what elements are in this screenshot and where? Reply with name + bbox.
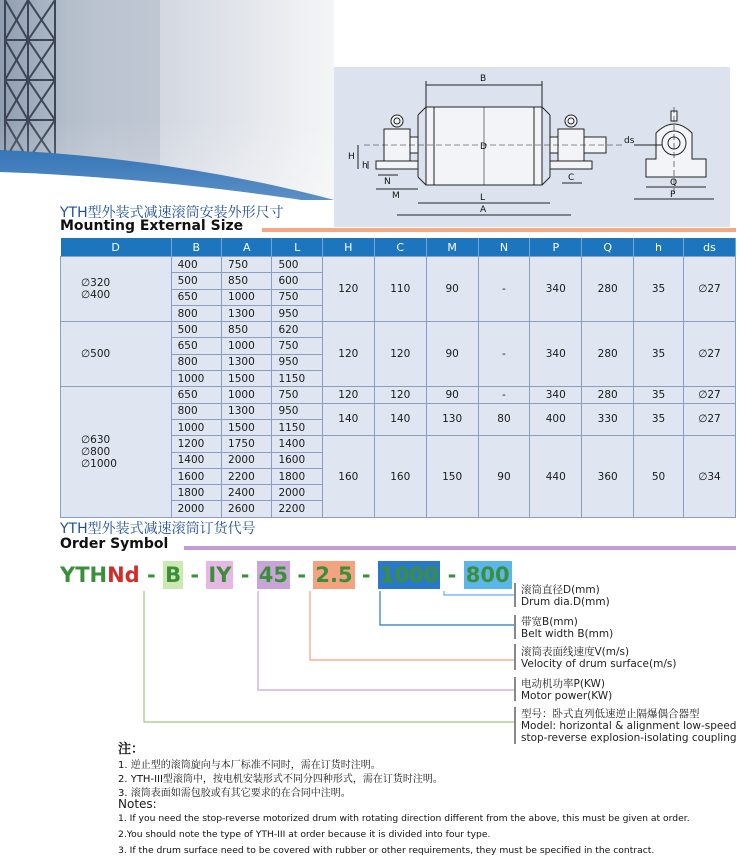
cell-ds: ∅27 — [683, 257, 735, 322]
cell-b: 400 — [171, 257, 221, 273]
cell-l: 500 — [272, 257, 322, 273]
cell-a: 2400 — [222, 485, 272, 501]
desc-model: 型号：卧式直列低速逆止隔爆偶合器型 Model: horizontal & alignment low-speed stop-reverse explosion-isolating coupling — [521, 708, 737, 744]
cell-n: - — [478, 257, 530, 322]
cell-n: - — [478, 387, 530, 403]
desc-motor-power: 电动机功率P(KW) Motor power(KW) — [521, 678, 613, 702]
cell-l: 1400 — [272, 436, 322, 452]
cell-a: 1000 — [222, 387, 272, 403]
cell-d-group2: ∅630 ∅800 ∅1000 — [61, 387, 172, 517]
cell-d-group1: ∅500 — [61, 322, 172, 387]
col-header-m: M — [426, 238, 478, 257]
section1-title-cn: YTH型外装式减速滚筒安装外形尺寸 — [60, 205, 284, 221]
cell-l: 950 — [272, 305, 322, 321]
cell-h-small: 35 — [634, 403, 684, 436]
cell-n: 80 — [478, 403, 530, 436]
cell-l: 950 — [272, 354, 322, 370]
dim-label-p: P — [670, 190, 676, 200]
order-seg-power: 45 — [258, 563, 289, 587]
cell-h: 120 — [322, 322, 374, 387]
cell-b: 500 — [171, 273, 221, 289]
cell-m: 90 — [426, 387, 478, 403]
notes-cn-3: 3. 滚筒表面如需包胶或有其它要求的在合同中注明。 — [118, 788, 351, 799]
cell-h: 140 — [322, 403, 374, 436]
cell-l: 950 — [272, 403, 322, 419]
cell-b: 1000 — [171, 371, 221, 387]
cell-c: 120 — [374, 387, 426, 403]
cell-l: 750 — [272, 387, 322, 403]
cell-b: 1000 — [171, 419, 221, 435]
cell-h-small: 35 — [634, 387, 684, 403]
notes-en-2: 2.You should note the type of YTH-III at order because it is divided into four type. — [118, 829, 491, 840]
desc-drum-dia: 滚筒直径D(mm) Drum dia.D(mm) — [521, 584, 610, 608]
cell-l: 1150 — [272, 371, 322, 387]
cell-q: 360 — [582, 436, 634, 517]
dim-label-h-lower: h — [362, 161, 368, 171]
col-header-b: B — [171, 238, 221, 257]
cell-a: 2600 — [222, 501, 272, 517]
cell-l: 2000 — [272, 485, 322, 501]
cell-a: 1500 — [222, 371, 272, 387]
order-seg-drum-dia: 800 — [465, 563, 510, 587]
section2-title-cn: YTH型外装式减速滚筒订货代号 — [60, 521, 256, 537]
cell-c: 160 — [374, 436, 426, 517]
cell-l: 1150 — [272, 419, 322, 435]
dim-label-h-upper: H — [348, 152, 355, 162]
col-header-n: N — [478, 238, 530, 257]
cell-m: 90 — [426, 257, 478, 322]
cell-l: 750 — [272, 289, 322, 305]
cell-l: 1600 — [272, 452, 322, 468]
cell-n: 90 — [478, 436, 530, 517]
order-dash: - — [290, 563, 314, 587]
cell-l: 600 — [272, 273, 322, 289]
dim-label-d: D — [480, 142, 487, 152]
cell-l: 1800 — [272, 468, 322, 484]
cell-h-small: 35 — [634, 257, 684, 322]
order-seg-belt-width: 1000 — [379, 563, 439, 587]
cell-a: 850 — [222, 322, 272, 338]
order-dash: - — [183, 563, 207, 587]
cell-b: 800 — [171, 305, 221, 321]
cell-a: 1000 — [222, 289, 272, 305]
col-header-l: L — [272, 238, 322, 257]
dim-label-n: N — [384, 177, 391, 187]
cell-a: 850 — [222, 273, 272, 289]
cell-b: 800 — [171, 354, 221, 370]
notes-en-1: 1. If you need the stop-reverse motorized drum with rotating direction different from the above, this must be given at order. — [118, 813, 690, 824]
cell-b: 1200 — [171, 436, 221, 452]
section1-title-en: Mounting External Size — [60, 218, 244, 234]
cell-q: 280 — [582, 322, 634, 387]
cell-p: 340 — [530, 257, 582, 322]
cell-h: 160 — [322, 436, 374, 517]
cell-l: 620 — [272, 322, 322, 338]
notes-title-cn: 注： — [118, 742, 145, 757]
notes-title-en: Notes: — [118, 797, 157, 811]
dim-label-ds: ds — [624, 136, 635, 146]
col-header-d: D — [61, 238, 172, 257]
cell-ds: ∅27 — [683, 403, 735, 436]
cell-l: 2200 — [272, 501, 322, 517]
col-header-ds: ds — [683, 238, 735, 257]
col-header-h-small: h — [634, 238, 684, 257]
cell-a: 1750 — [222, 436, 272, 452]
cell-a: 1000 — [222, 338, 272, 354]
col-header-p: P — [530, 238, 582, 257]
connector-belt-width — [380, 591, 515, 625]
desc-belt-width: 带宽B(mm) Belt width B(mm) — [521, 616, 614, 640]
cell-q: 330 — [582, 403, 634, 436]
cell-p: 340 — [530, 387, 582, 403]
cell-b: 650 — [171, 289, 221, 305]
cell-b: 1600 — [171, 468, 221, 484]
order-seg-velocity: 2.5 — [315, 563, 353, 587]
col-header-c: C — [374, 238, 426, 257]
cell-a: 1300 — [222, 354, 272, 370]
notes-cn-1: 1. 逆止型的滚筒旋向与本厂标准不同时，需在订货时注明。 — [118, 760, 381, 771]
cell-m: 130 — [426, 403, 478, 436]
cell-c: 120 — [374, 322, 426, 387]
connector-model — [144, 591, 515, 722]
cell-ds: ∅27 — [683, 387, 735, 403]
cell-p: 340 — [530, 322, 582, 387]
notes-en-3: 3. If the drum surface need to be covered with rubber or other requirements, they must be specified in the contract. — [118, 845, 655, 856]
cell-h: 120 — [322, 257, 374, 322]
cell-ds: ∅34 — [683, 436, 735, 517]
order-seg-nd: Nd — [107, 563, 140, 587]
cell-n: - — [478, 322, 530, 387]
cell-a: 1500 — [222, 419, 272, 435]
cell-l: 750 — [272, 338, 322, 354]
dim-label-q: Q — [670, 178, 678, 188]
cell-m: 90 — [426, 322, 478, 387]
order-dash: - — [440, 563, 464, 587]
cell-m: 150 — [426, 436, 478, 517]
order-seg-yth: YTH — [60, 563, 108, 587]
dim-label-l: L — [480, 193, 486, 203]
cell-d-group0: ∅320 ∅400 — [61, 257, 172, 322]
cell-b: 650 — [171, 338, 221, 354]
cell-b: 1800 — [171, 485, 221, 501]
cell-a: 1300 — [222, 305, 272, 321]
section2-title-en: Order Symbol — [60, 536, 169, 552]
cell-c: 110 — [374, 257, 426, 322]
cell-b: 500 — [171, 322, 221, 338]
cell-a: 2000 — [222, 452, 272, 468]
notes-cn-2: 2. YTH-III型滚筒中，按电机安装形式不同分四种形式，需在订货时注明。 — [118, 774, 443, 785]
order-dash: - — [139, 563, 164, 587]
cell-q: 280 — [582, 387, 634, 403]
cell-h-small: 35 — [634, 322, 684, 387]
col-header-h: H — [322, 238, 374, 257]
desc-velocity: 滚筒表面线速度V(m/s) Velocity of drum surface(m/s) — [521, 646, 677, 670]
dim-label-a: A — [480, 205, 487, 215]
cell-c: 140 — [374, 403, 426, 436]
cell-p: 440 — [530, 436, 582, 517]
col-header-a: A — [222, 238, 272, 257]
order-seg-iy: IY — [208, 563, 232, 587]
cell-b: 800 — [171, 403, 221, 419]
cell-h: 120 — [322, 387, 374, 403]
connector-drum-dia — [444, 591, 515, 602]
cell-p: 400 — [530, 403, 582, 436]
dim-label-b: B — [480, 74, 487, 84]
cell-q: 280 — [582, 257, 634, 322]
dim-label-m: M — [392, 191, 400, 201]
cell-h-small: 50 — [634, 436, 684, 517]
cell-a: 750 — [222, 257, 272, 273]
order-dash: - — [233, 563, 257, 587]
connector-power — [258, 591, 515, 690]
cell-a: 1300 — [222, 403, 272, 419]
cell-b: 650 — [171, 387, 221, 403]
col-header-q: Q — [582, 238, 634, 257]
cell-b: 2000 — [171, 501, 221, 517]
dim-label-c: C — [568, 173, 575, 183]
cell-a: 2200 — [222, 468, 272, 484]
order-dash: - — [354, 563, 378, 587]
cell-b: 1400 — [171, 452, 221, 468]
order-seg-b: B — [165, 563, 182, 587]
cell-ds: ∅27 — [683, 322, 735, 387]
